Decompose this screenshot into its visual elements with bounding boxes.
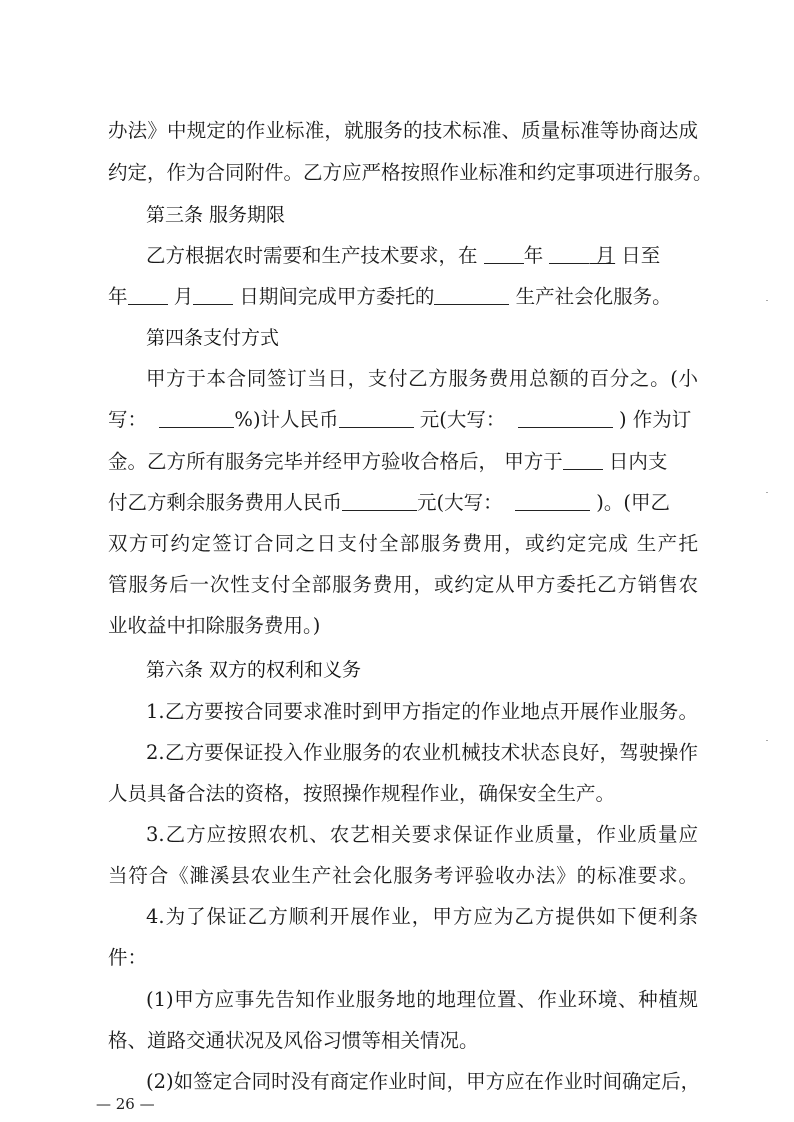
duty-item-2-cont: 人员具备合法的资格，按照操作规程作业，确保安全生产。 <box>108 782 616 805</box>
paragraph-line: 约定，作为合同附件。乙方应严格按照作业标准和约定事项进行服务。 <box>108 161 713 184</box>
month-blank <box>549 243 589 264</box>
amount-blank <box>339 407 414 428</box>
text-segment: 元(大写： <box>413 408 506 431</box>
text-segment: ) 作为订 <box>612 408 692 431</box>
text-segment: 付乙方剩余服务费用人民币 <box>108 491 343 514</box>
duty-item-3: 3.乙方应按照农机、农艺相关要求保证作业质量，作业质量应 <box>146 823 698 846</box>
text-segment: 日至 <box>615 244 661 267</box>
year-blank <box>484 243 524 264</box>
text-segment: 生产社会化服务。 <box>509 285 672 308</box>
text-segment: 月 <box>167 285 194 308</box>
payment-line <box>108 490 698 516</box>
article-4-heading: 第四条支付方式 <box>146 327 280 349</box>
payment-line <box>108 449 698 475</box>
remaining-amount-blank <box>342 490 417 511</box>
payment-line: 双方可约定签订合同之日支付全部服务费用，或约定完成 生产托 <box>108 532 698 555</box>
text-segment: 年 <box>523 244 550 267</box>
scan-mark <box>766 492 768 493</box>
page-number: — 26 — <box>96 1095 155 1113</box>
text-segment: 写： <box>108 408 148 431</box>
service-period-line-1 <box>146 243 706 269</box>
scan-mark <box>766 740 768 741</box>
payment-line: 甲方于本合同签订当日，支付乙方服务费用总额的百分之。(小 <box>146 367 698 390</box>
article-3-heading: 第三条 服务期限 <box>146 204 286 226</box>
condition-item-1-cont: 格、道路交通状况及风俗习惯等相关情况。 <box>108 1029 479 1052</box>
text-segment: %)计人民币 <box>234 408 339 431</box>
text-segment: )。(甲乙 <box>590 491 670 514</box>
duty-item-2: 2.乙方要保证投入作业服务的农业机械技术状态良好，驾驶操作 <box>146 741 698 764</box>
service-period-line-2 <box>108 284 698 310</box>
payment-line: 管服务后一次性支付全部服务费用，或约定从甲方委托乙方销售农 <box>108 573 698 596</box>
duty-item-4-cont: 件： <box>108 946 148 969</box>
text-segment: 年 <box>108 285 128 308</box>
day-blank <box>193 284 233 305</box>
remaining-words-blank <box>515 490 590 511</box>
duty-item-4: 4.为了保证乙方顺利开展作业，甲方应为乙方提供如下便利条 <box>146 905 698 928</box>
scan-mark <box>766 300 768 301</box>
payment-line: 业收益中扣除服务费用。) <box>108 614 321 637</box>
text-segment: 日内支 <box>602 450 668 473</box>
payment-line <box>108 407 698 433</box>
text-segment: 乙方根据农时需要和生产技术要求，在 <box>146 244 484 267</box>
condition-item-1: (1)甲方应事先告知作业服务地的地理位置、作业环境、种植规 <box>146 988 698 1011</box>
duty-item-1: 1.乙方要按合同要求准时到甲方指定的作业地点开展作业服务。 <box>146 700 698 723</box>
text-segment: 元(大写： <box>417 491 503 514</box>
year-blank <box>128 284 168 305</box>
article-6-heading: 第六条 双方的权利和义务 <box>146 659 362 681</box>
service-type-blank <box>434 284 509 305</box>
duty-item-3-cont: 当符合《濉溪县农业生产社会化服务考评验收办法》的标准要求。 <box>108 864 698 887</box>
percent-blank <box>159 407 234 428</box>
text-segment: 日期间完成甲方委托的 <box>233 285 435 308</box>
days-blank <box>563 449 603 470</box>
text-segment: 月 <box>589 244 616 267</box>
amount-words-blank <box>518 407 613 428</box>
text-segment: 金。乙方所有服务完毕并经甲方验收合格后， 甲方于 <box>108 450 563 473</box>
paragraph-line: 办法》中规定的作业标准，就服务的技术标准、质量标准等协商达成 <box>108 119 698 142</box>
condition-item-2: (2)如签定合同时没有商定作业时间，甲方应在作业时间确定后， <box>146 1070 701 1093</box>
